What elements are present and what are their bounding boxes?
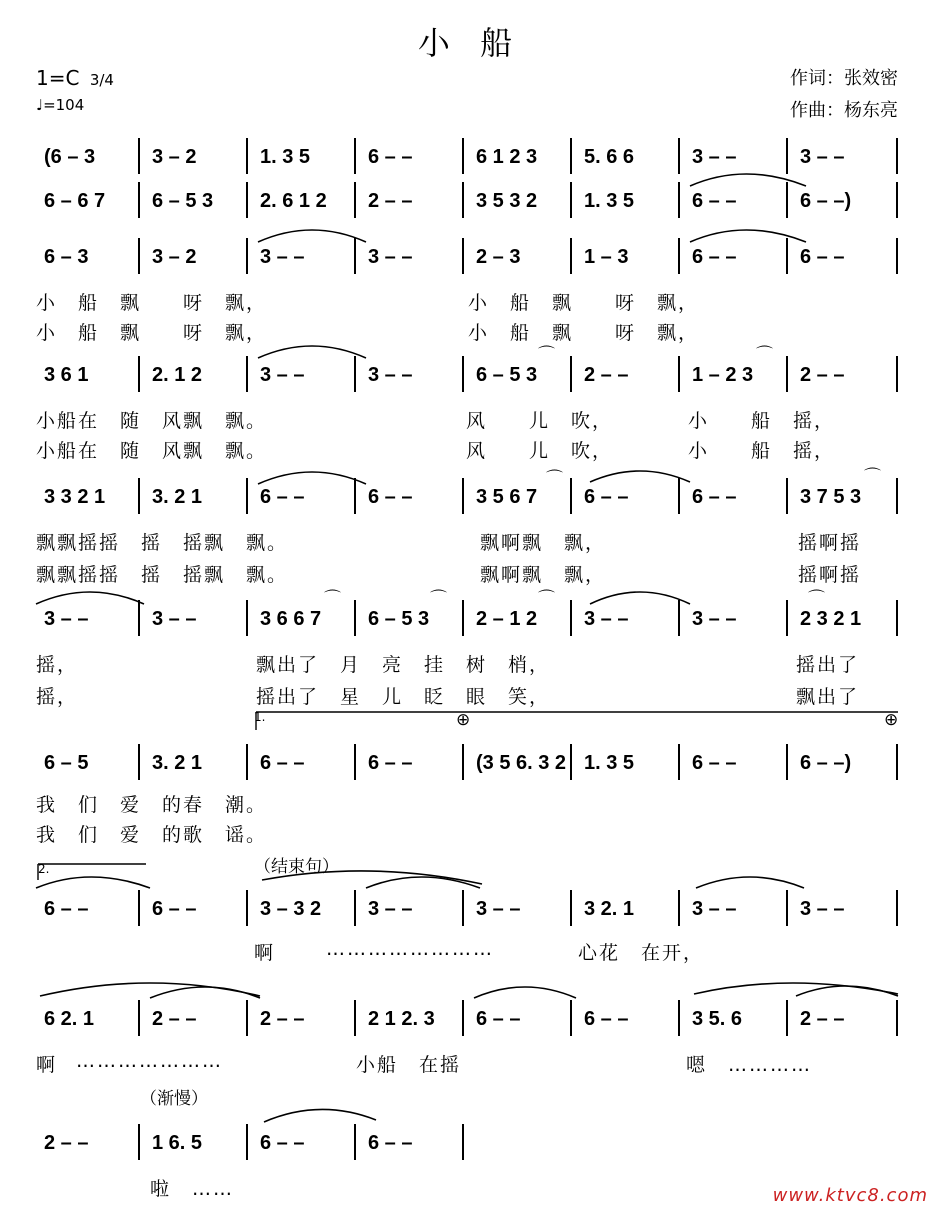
measure: 3 – – bbox=[800, 146, 845, 168]
measure: 6 – 5 3 bbox=[152, 190, 214, 212]
lyric-phrase: 飘啊飘 飘， bbox=[480, 532, 607, 554]
measure: 2 – – bbox=[152, 1008, 197, 1030]
watermark: www.ktvc8.com bbox=[772, 1185, 928, 1206]
measure: 6 – – bbox=[368, 146, 413, 168]
measure: 3 – – bbox=[692, 146, 737, 168]
coda-icon: ⊕ bbox=[884, 710, 899, 730]
lyric-phrase: 啊 bbox=[36, 1054, 58, 1076]
measure: 6 – –) bbox=[800, 190, 852, 212]
key-value: 1=C bbox=[36, 66, 80, 90]
fermata-icon: ⌒ bbox=[756, 345, 773, 365]
composer-credit: 作曲：杨东亮 bbox=[790, 100, 898, 121]
measure: 6 – – bbox=[260, 486, 305, 508]
slur bbox=[262, 871, 482, 884]
measure: 6 – 3 bbox=[44, 246, 89, 268]
ritardando-mark: （渐慢） bbox=[140, 1089, 208, 1109]
measure: 3 – – bbox=[368, 898, 413, 920]
slur bbox=[690, 174, 806, 186]
measure: 3 – – bbox=[152, 608, 197, 630]
lyric-phrase: 飘啊飘 飘， bbox=[480, 564, 607, 586]
lyric-phrase: 风 儿 吹， bbox=[466, 440, 614, 462]
measure: 3 – 3 2 bbox=[260, 898, 322, 920]
measure: 3 6 6 7 bbox=[260, 608, 322, 630]
measure: 1. 3 5 bbox=[584, 752, 635, 774]
measure: 6 – – bbox=[800, 246, 845, 268]
lyric-phrase: 摇， bbox=[36, 686, 79, 708]
tempo-marking: ♩=104 bbox=[36, 96, 85, 114]
fermata-icon: ⌒ bbox=[864, 467, 881, 487]
slur bbox=[590, 592, 690, 604]
measure: 6 – 5 bbox=[44, 752, 89, 774]
measure: 1. 3 5 bbox=[584, 190, 635, 212]
measure: 6 – – bbox=[692, 486, 737, 508]
volta-1-mark: 1. bbox=[254, 710, 266, 724]
measure: 6 – – bbox=[260, 752, 305, 774]
measure: 2. 6 1 2 bbox=[260, 190, 327, 212]
lyric-phrase: 摇啊摇 bbox=[798, 564, 862, 586]
measure: 6 – – bbox=[584, 1008, 629, 1030]
fermata-icon: ⌒ bbox=[324, 589, 341, 609]
lyric-phrase: 小 船 摇， bbox=[688, 440, 836, 462]
lyric-phrase: 摇啊摇 bbox=[798, 532, 862, 554]
lyric-phrase: 我 们 爱 的歌 谣。 bbox=[36, 824, 268, 846]
slur bbox=[690, 230, 806, 242]
measure: 1 6. 5 bbox=[152, 1132, 203, 1154]
lyric-phrase: 小 船 飘 呀 飘， bbox=[468, 292, 700, 314]
measure: 3 – – bbox=[692, 898, 737, 920]
lyric-phrase: 风 儿 吹， bbox=[466, 410, 614, 432]
measure: 6 – 5 3 bbox=[368, 608, 430, 630]
lyric-phrase: 小 船 飘 呀 飘， bbox=[36, 322, 268, 344]
slur bbox=[590, 471, 690, 482]
measure: (3 5 6. 3 2 bbox=[476, 752, 567, 774]
measure: 2 – – bbox=[800, 1008, 845, 1030]
lyricist-credit: 作词：张效密 bbox=[790, 68, 898, 89]
measure: 2 – – bbox=[584, 364, 629, 386]
slur bbox=[258, 230, 366, 242]
measure: 6 – – bbox=[44, 898, 89, 920]
measure: 3 – – bbox=[584, 608, 629, 630]
lyric-phrase: 小 船 飘 呀 飘， bbox=[468, 322, 700, 344]
lyric-phrase: 心花 在开， bbox=[578, 942, 705, 964]
lyric-phrase: 摇， bbox=[36, 654, 79, 676]
fermata-icon: ⌒ bbox=[808, 589, 825, 609]
measure: 3 5 3 2 bbox=[476, 190, 538, 212]
measure: 3 – 2 bbox=[152, 146, 197, 168]
measure: 6 – – bbox=[368, 752, 413, 774]
lyric-phrase: ………………… bbox=[76, 1050, 223, 1072]
lyric-phrase: 飘出了 bbox=[796, 686, 860, 708]
measure: 6 – –) bbox=[800, 752, 852, 774]
measure: 6 – – bbox=[584, 486, 629, 508]
slur bbox=[474, 987, 576, 998]
time-signature: 3/4 bbox=[89, 71, 114, 89]
measure: 3 6 1 bbox=[44, 364, 89, 386]
lyric-phrase: 飘飘摇摇 摇 摇飘 飘。 bbox=[36, 564, 289, 586]
lyric-phrase: …………………… bbox=[326, 938, 494, 960]
measure: 3 – – bbox=[476, 898, 521, 920]
measure: 3. 2 1 bbox=[152, 486, 203, 508]
measure: 1 – 2 3 bbox=[692, 364, 754, 386]
slur bbox=[150, 987, 260, 998]
lyric-phrase: 小船在 随 风飘 飘。 bbox=[36, 410, 268, 432]
measure: 6 – – bbox=[692, 246, 737, 268]
measure: 3 5 6 7 bbox=[476, 486, 538, 508]
lyric-phrase: 摇出了 bbox=[796, 654, 860, 676]
measure: 3 7 5 3 bbox=[800, 486, 862, 508]
fermata-icon: ⌒ bbox=[538, 345, 555, 365]
song-title: 小 船 bbox=[417, 24, 523, 62]
measure: 6 – – bbox=[692, 190, 737, 212]
measure: 3 – – bbox=[692, 608, 737, 630]
measure: 3 – – bbox=[800, 898, 845, 920]
measure: 6 1 2 3 bbox=[476, 146, 538, 168]
slur bbox=[36, 592, 144, 604]
measure: 2 – – bbox=[44, 1132, 89, 1154]
measure: 3 2. 1 bbox=[584, 898, 635, 920]
slur bbox=[36, 877, 150, 888]
slur bbox=[796, 986, 898, 996]
lyric-phrase: 摇出了 星 儿 眨 眼 笑， bbox=[256, 686, 551, 708]
slur bbox=[258, 472, 366, 484]
lyric-phrase: 小船在 随 风飘 飘。 bbox=[36, 440, 268, 462]
measure: 3 – – bbox=[368, 364, 413, 386]
ending-phrase-mark: （结束句） bbox=[254, 857, 339, 877]
measure: 2 3 2 1 bbox=[800, 608, 862, 630]
lyric-phrase: 小 船 飘 呀 飘， bbox=[36, 292, 268, 314]
slur bbox=[258, 346, 366, 358]
measure: (6 – 3 bbox=[44, 146, 96, 168]
fermata-icon: ⌒ bbox=[546, 469, 563, 489]
fermata-icon: ⌒ bbox=[538, 589, 555, 609]
measure: 6 – – bbox=[476, 1008, 521, 1030]
lyric-phrase: 我 们 爱 的春 潮。 bbox=[36, 794, 268, 816]
measure: 6 – – bbox=[260, 1132, 305, 1154]
measure: 6 – 6 7 bbox=[44, 190, 106, 212]
measure: 5. 6 6 bbox=[584, 146, 635, 168]
measure: 6 – 5 3 bbox=[476, 364, 538, 386]
coda-icon: ⊕ bbox=[456, 710, 471, 730]
measure: 2 – 1 2 bbox=[476, 608, 538, 630]
measure: 6 2. 1 bbox=[44, 1008, 95, 1030]
measure: 3 – – bbox=[260, 364, 305, 386]
lyric-phrase: 小 船 摇， bbox=[688, 410, 836, 432]
lyric-phrase: 啦 …… bbox=[150, 1178, 235, 1200]
measure: 2 1 2. 3 bbox=[368, 1008, 435, 1030]
measure: 3 3 2 1 bbox=[44, 486, 106, 508]
measure: 3 – – bbox=[44, 608, 89, 630]
measure: 3. 2 1 bbox=[152, 752, 203, 774]
slur bbox=[696, 877, 804, 888]
lyric-phrase: 嗯 ………… bbox=[686, 1054, 813, 1076]
measure: 2 – 3 bbox=[476, 246, 521, 268]
lyric-phrase: 啊 bbox=[254, 942, 276, 964]
measure: 3 5. 6 bbox=[692, 1008, 743, 1030]
measure: 6 – – bbox=[152, 898, 197, 920]
lyric-phrase: 飘出了 月 亮 挂 树 梢， bbox=[256, 654, 551, 676]
measure: 1. 3 5 bbox=[260, 146, 311, 168]
measure: 3 – 2 bbox=[152, 246, 197, 268]
measure: 2 – – bbox=[800, 364, 845, 386]
measure: 2 – – bbox=[260, 1008, 305, 1030]
measure: 3 – – bbox=[260, 246, 305, 268]
measure: 6 – – bbox=[368, 486, 413, 508]
volta-2-mark: 2. bbox=[38, 862, 50, 876]
measure: 2. 1 2 bbox=[152, 364, 203, 386]
measure: 1 – 3 bbox=[584, 246, 629, 268]
measure: 6 – – bbox=[368, 1132, 413, 1154]
lyric-phrase: 小船 在摇 bbox=[356, 1054, 462, 1076]
slur bbox=[366, 877, 480, 888]
fermata-icon: ⌒ bbox=[430, 589, 447, 609]
measure: 2 – – bbox=[368, 190, 413, 212]
measure: 6 – – bbox=[692, 752, 737, 774]
lyric-phrase: 飘飘摇摇 摇 摇飘 飘。 bbox=[36, 532, 289, 554]
measure: 3 – – bbox=[368, 246, 413, 268]
slur bbox=[264, 1109, 376, 1122]
